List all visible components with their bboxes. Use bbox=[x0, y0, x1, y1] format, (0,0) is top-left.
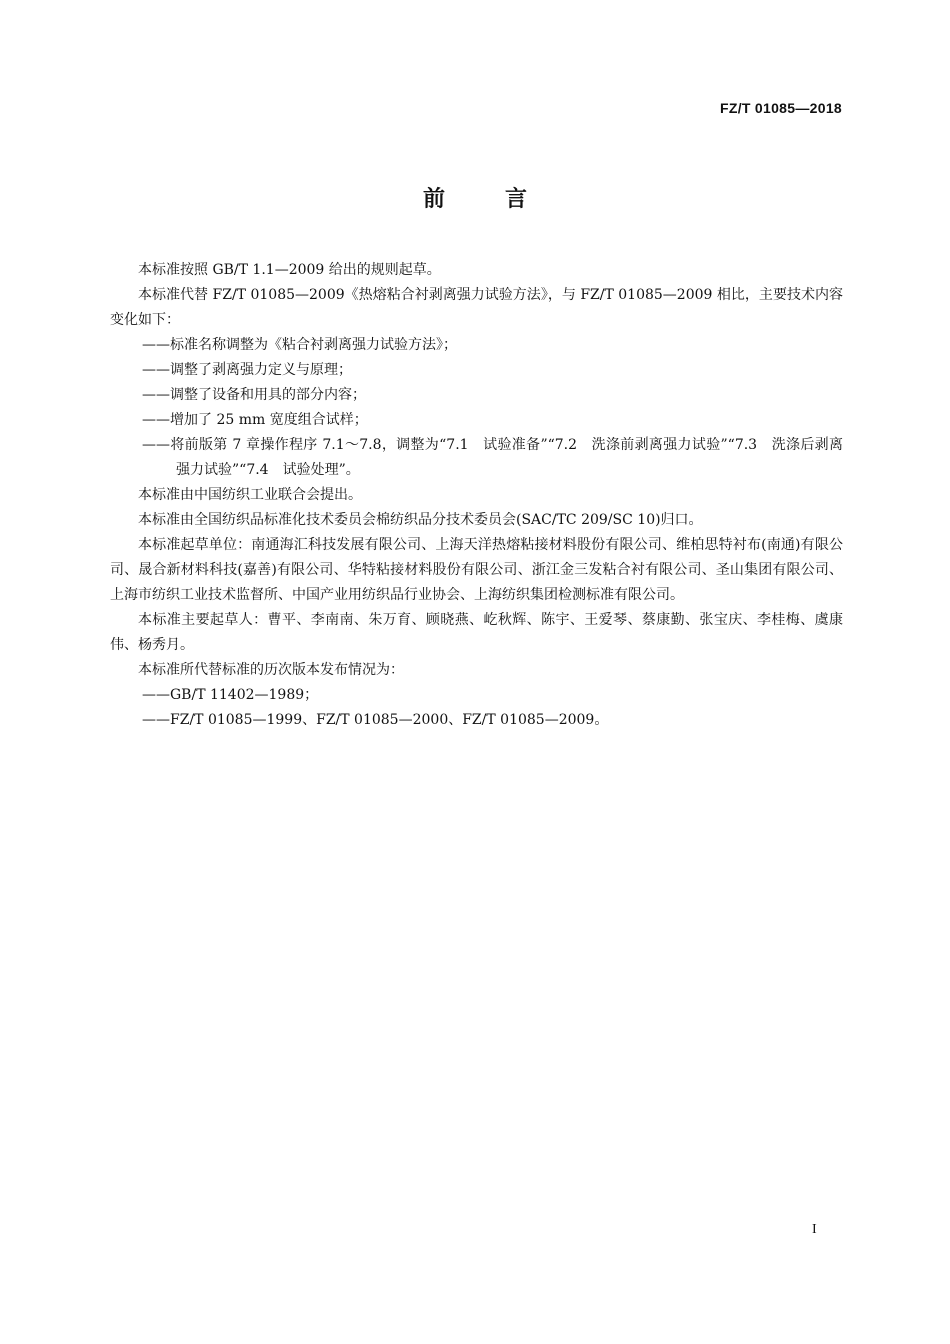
history-item-fzt: ——FZ/T 01085—1999、FZ/T 01085—2000、FZ/T 01085—2009。 bbox=[142, 712, 609, 728]
paragraph-drafting-rules: 本标准按照 GB/T 1.1—2009 给出的规则起草。 bbox=[138, 262, 441, 278]
paragraph-committee: 本标准由全国纺织品标准化技术委员会棉纺织品分技术委员会(SAC/TC 209/SC 10)归口。 bbox=[138, 512, 703, 528]
change-item-definition: ——调整了剥离强力定义与原理； bbox=[142, 362, 352, 378]
change-item-specimen: ——增加了 25 mm 宽度组合试样； bbox=[142, 412, 368, 428]
change-item-equipment: ——调整了设备和用具的部分内容； bbox=[142, 387, 366, 403]
change-item-procedure: ——将前版第 7 章操作程序 7.1～7.8，调整为“7.1 试验准备”“7.2 洗涤前剥离强力试验”“7.3 洗涤后剥离强力试验”“7.4 试验处理”。 bbox=[142, 437, 843, 478]
page-title: 前言 bbox=[422, 187, 587, 212]
paragraph-drafters: 本标准主要起草人：曹平、李南南、朱万育、顾晓燕、屹秋辉、陈宇、王爱琴、蔡康勤、张宝庆、李桂梅、虞康伟、杨秀月。 bbox=[110, 612, 843, 653]
page-number: I bbox=[812, 1222, 817, 1237]
paragraph-history: 本标准所代替标准的历次版本发布情况为： bbox=[138, 662, 404, 678]
paragraph-replacement: 本标准代替 FZ/T 01085—2009《热熔粘合衬剥离强力试验方法》，与 FZ/T 01085—2009 相比，主要技术内容变化如下： bbox=[110, 287, 843, 328]
history-item-1989: ——GB/T 11402—1989； bbox=[142, 687, 319, 703]
change-item-title: ——标准名称调整为《粘合衬剥离强力试验方法》； bbox=[142, 337, 457, 353]
standard-code: FZ/T 01085—2018 bbox=[719, 100, 842, 116]
paragraph-proposer: 本标准由中国纺织工业联合会提出。 bbox=[138, 487, 362, 503]
document-body bbox=[110, 258, 843, 733]
paragraph-drafting-units: 本标准起草单位：南通海汇科技发展有限公司、上海天洋热熔粘接材料股份有限公司、维柏思特衬布(南通)有限公司、晟合新材料科技(嘉善)有限公司、华特粘接材料股份有限公司、浙江金三发粘合衬有限公司、圣山集团有限公司、上海市纺织工业技术监督所、中国产业用纺织品行业协会、上海纺织集团检测标准有限公司。 bbox=[110, 537, 843, 603]
